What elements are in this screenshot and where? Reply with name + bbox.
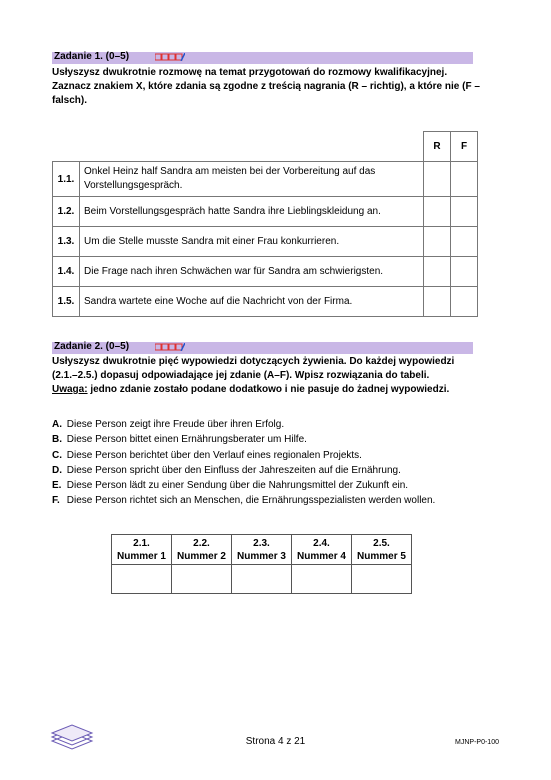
- note-label: Uwaga:: [52, 384, 88, 395]
- option-letter: C.: [52, 449, 62, 461]
- row-statement: Onkel Heinz half Sandra am meisten bei der Vorbereitung auf das Vorstellungsgespräch.: [80, 162, 424, 197]
- option-text: Diese Person spricht über den Einfluss der Jahreszeiten auf die Ernährung.: [66, 464, 401, 476]
- row-number: 1.3.: [53, 227, 80, 257]
- col-header-r: R: [424, 132, 451, 162]
- list-item: [52, 478, 435, 493]
- row-statement: Die Frage nach ihren Schwächen war für Sandra am schwierigsten.: [80, 257, 424, 287]
- col-number: 2.4.: [313, 537, 330, 549]
- row-statement: Um die Stelle musste Sandra mit einer Frau konkurrieren.: [80, 227, 424, 257]
- answer-cell[interactable]: [232, 565, 292, 594]
- audio-play-icon[interactable]: [155, 53, 185, 61]
- col-label: Nummer 4: [297, 550, 346, 562]
- answer-cell-r[interactable]: [424, 227, 451, 257]
- task1-table: [52, 131, 478, 317]
- col-number: 2.2.: [193, 537, 210, 549]
- row-number: 1.1.: [53, 162, 80, 197]
- table-row: [53, 227, 478, 257]
- answer-cell-f[interactable]: [451, 197, 478, 227]
- col-label: Nummer 2: [177, 550, 226, 562]
- list-item: [52, 432, 435, 447]
- task2-header: [52, 342, 473, 354]
- option-text: Diese Person bittet einen Ernährungsberater um Hilfe.: [66, 434, 307, 446]
- note-text: jedno zdanie zostało podane dodatkowo i nie pasuje do żadnej wypowiedzi.: [87, 384, 450, 395]
- option-letter: B.: [52, 434, 62, 446]
- row-number: 1.5.: [53, 287, 80, 317]
- task2-title: Zadanie 2. (0–5): [54, 341, 130, 352]
- row-number: 1.4.: [53, 257, 80, 287]
- col-number: 2.1.: [133, 537, 150, 549]
- answer-cell[interactable]: [352, 565, 412, 594]
- list-item: [52, 493, 435, 508]
- answer-cell[interactable]: [112, 565, 172, 594]
- task1-title: Zadanie 1. (0–5): [54, 51, 130, 62]
- answer-cell-f[interactable]: [451, 257, 478, 287]
- option-text: Diese Person lädt zu einer Sendung über die Nahrungsmittel der Zukunft ein.: [66, 480, 409, 492]
- task1-header: [52, 52, 473, 64]
- option-text: Diese Person zeigt ihre Freude über ihren Erfolg.: [66, 419, 285, 430]
- task1-instructions: Usłyszysz dwukrotnie rozmowę na temat przygotowań do rozmowy kwalifikacyjnej. Zaznacz znakiem X, które zdania są zgodne z treścią nagrania (R – richtig), a które nie (F – falsch).: [52, 67, 480, 106]
- option-letter: E.: [52, 480, 62, 492]
- answer-cell-r[interactable]: [424, 197, 451, 227]
- col-header: [232, 535, 292, 565]
- answer-cell-r[interactable]: [424, 257, 451, 287]
- task2-instructions: [52, 355, 482, 397]
- option-letter: D.: [52, 464, 62, 476]
- table-row: [53, 287, 478, 317]
- row-number: 1.2.: [53, 197, 80, 227]
- table-row: [53, 197, 478, 227]
- list-item: [52, 448, 435, 463]
- option-text: Diese Person berichtet über den Verlauf eines regionalen Projekts.: [66, 449, 362, 461]
- page-number: Strona 4 z 21: [245, 736, 306, 747]
- col-label: Nummer 1: [117, 550, 166, 562]
- col-header: [352, 535, 412, 565]
- option-letter: A.: [52, 419, 62, 430]
- answer-cell-r[interactable]: [424, 287, 451, 317]
- table-row: [53, 162, 478, 197]
- answer-cell-f[interactable]: [451, 162, 478, 197]
- answer-cell[interactable]: [292, 565, 352, 594]
- col-header: [172, 535, 232, 565]
- document-code: MJNP-P0-100: [455, 739, 499, 746]
- col-header: [292, 535, 352, 565]
- task2-answer-table: [111, 534, 412, 594]
- answer-cell-f[interactable]: [451, 287, 478, 317]
- answer-cell[interactable]: [172, 565, 232, 594]
- task2-instruction-text: Usłyszysz dwukrotnie pięć wypowiedzi dotyczących żywienia. Do każdej wypowiedzi (2.1.–2.5.) dopasuj odpowiadające jej zdanie (A–F). Wpisz rozwiązania do tabeli.: [52, 356, 455, 381]
- col-number: 2.5.: [373, 537, 390, 549]
- col-label: Nummer 3: [237, 550, 286, 562]
- answer-cell-f[interactable]: [451, 227, 478, 257]
- row-statement: Beim Vorstellungsgespräch hatte Sandra ihre Lieblingskleidung an.: [80, 197, 424, 227]
- col-header: [112, 535, 172, 565]
- col-header-f: F: [451, 132, 478, 162]
- table-row: [53, 257, 478, 287]
- option-text: Diese Person richtet sich an Menschen, die Ernährungsspezialisten werden wollen.: [66, 495, 436, 507]
- options-list: [52, 417, 435, 509]
- row-statement: Sandra wartete eine Woche auf die Nachricht von der Firma.: [80, 287, 424, 317]
- col-number: 2.3.: [253, 537, 270, 549]
- col-label: Nummer 5: [357, 550, 406, 562]
- audio-play-icon[interactable]: [155, 343, 185, 351]
- list-item: [52, 417, 435, 432]
- answer-cell-r[interactable]: [424, 162, 451, 197]
- list-item: [52, 463, 435, 478]
- option-letter: F.: [52, 495, 60, 507]
